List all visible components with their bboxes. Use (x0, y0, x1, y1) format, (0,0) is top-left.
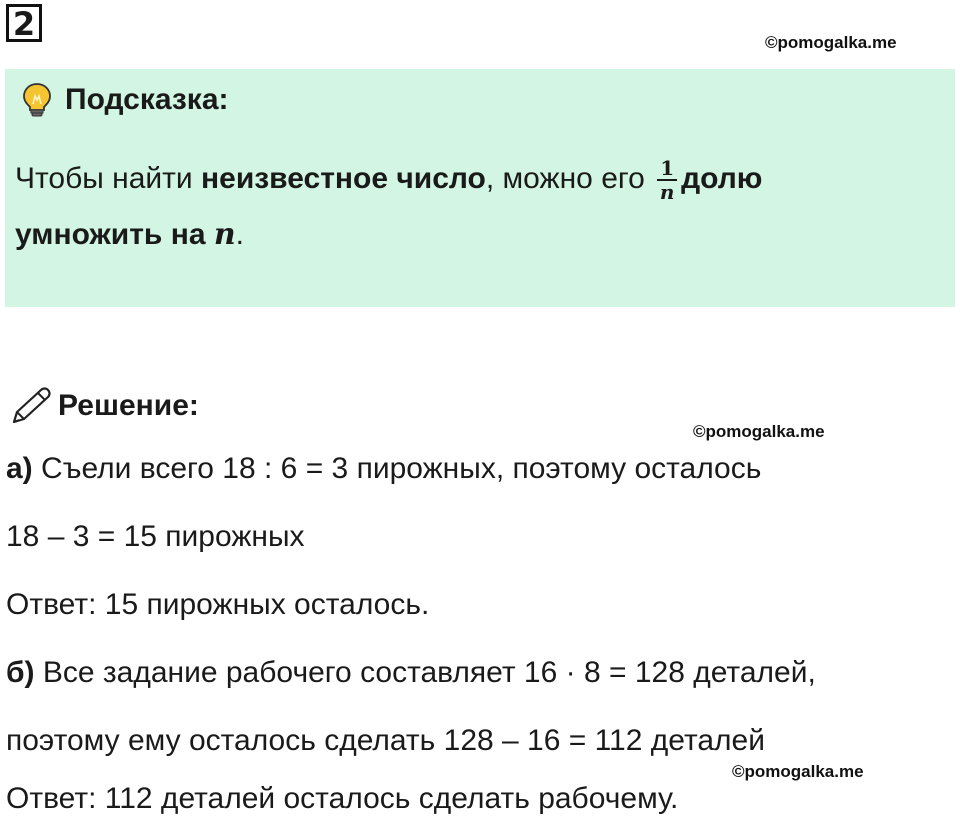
solution-text: Съели всего 18 : 6 = 3 пирожных, поэтому осталось (32, 452, 762, 485)
pencil-icon (8, 386, 52, 426)
hint-title: Подсказка: (65, 83, 229, 116)
solution-title: Решение: (58, 389, 199, 422)
math-n: n (213, 217, 236, 252)
solution-b-answer: Ответ: 112 деталей осталось сделать рабочему. (6, 782, 679, 815)
lightbulb-icon (21, 82, 53, 118)
watermark-top: ©pomogalka.me (765, 33, 897, 52)
solution-heading (8, 386, 199, 426)
watermark-bottom: ©pomogalka.me (732, 762, 864, 781)
hint-bold-share: долю (681, 162, 763, 195)
solution-b-line2: поэтому ему осталось сделать 128 – 16 = 112 деталей (6, 724, 765, 757)
fraction-1-over-n (657, 157, 677, 203)
hint-text-part: Чтобы найти (15, 162, 202, 195)
task-number-badge: 2 (6, 4, 42, 42)
solution-a-line2: 18 – 3 = 15 пирожных (6, 520, 305, 553)
label-a: а) (6, 452, 33, 485)
label-b: б) (6, 656, 35, 689)
solution-text: Все задание рабочего составляет 16 · 8 = 128 деталей, (34, 656, 816, 689)
hint-bold-unknown-number: неизвестное число (201, 162, 486, 195)
fraction-numerator: 1 (657, 157, 677, 181)
hint-text-part: , можно его (485, 162, 654, 195)
solution-a-line1 (6, 452, 761, 486)
solution-a-answer: Ответ: 15 пирожных осталось. (6, 588, 430, 621)
solution-b-line1 (6, 656, 816, 690)
hint-box (5, 69, 955, 307)
hint-text (15, 151, 915, 263)
hint-text-end: . (235, 218, 245, 251)
hint-heading (21, 82, 229, 118)
hint-bold-multiply: умножить на (15, 218, 214, 251)
fraction-denominator: n (659, 180, 675, 205)
watermark-middle: ©pomogalka.me (693, 422, 825, 441)
